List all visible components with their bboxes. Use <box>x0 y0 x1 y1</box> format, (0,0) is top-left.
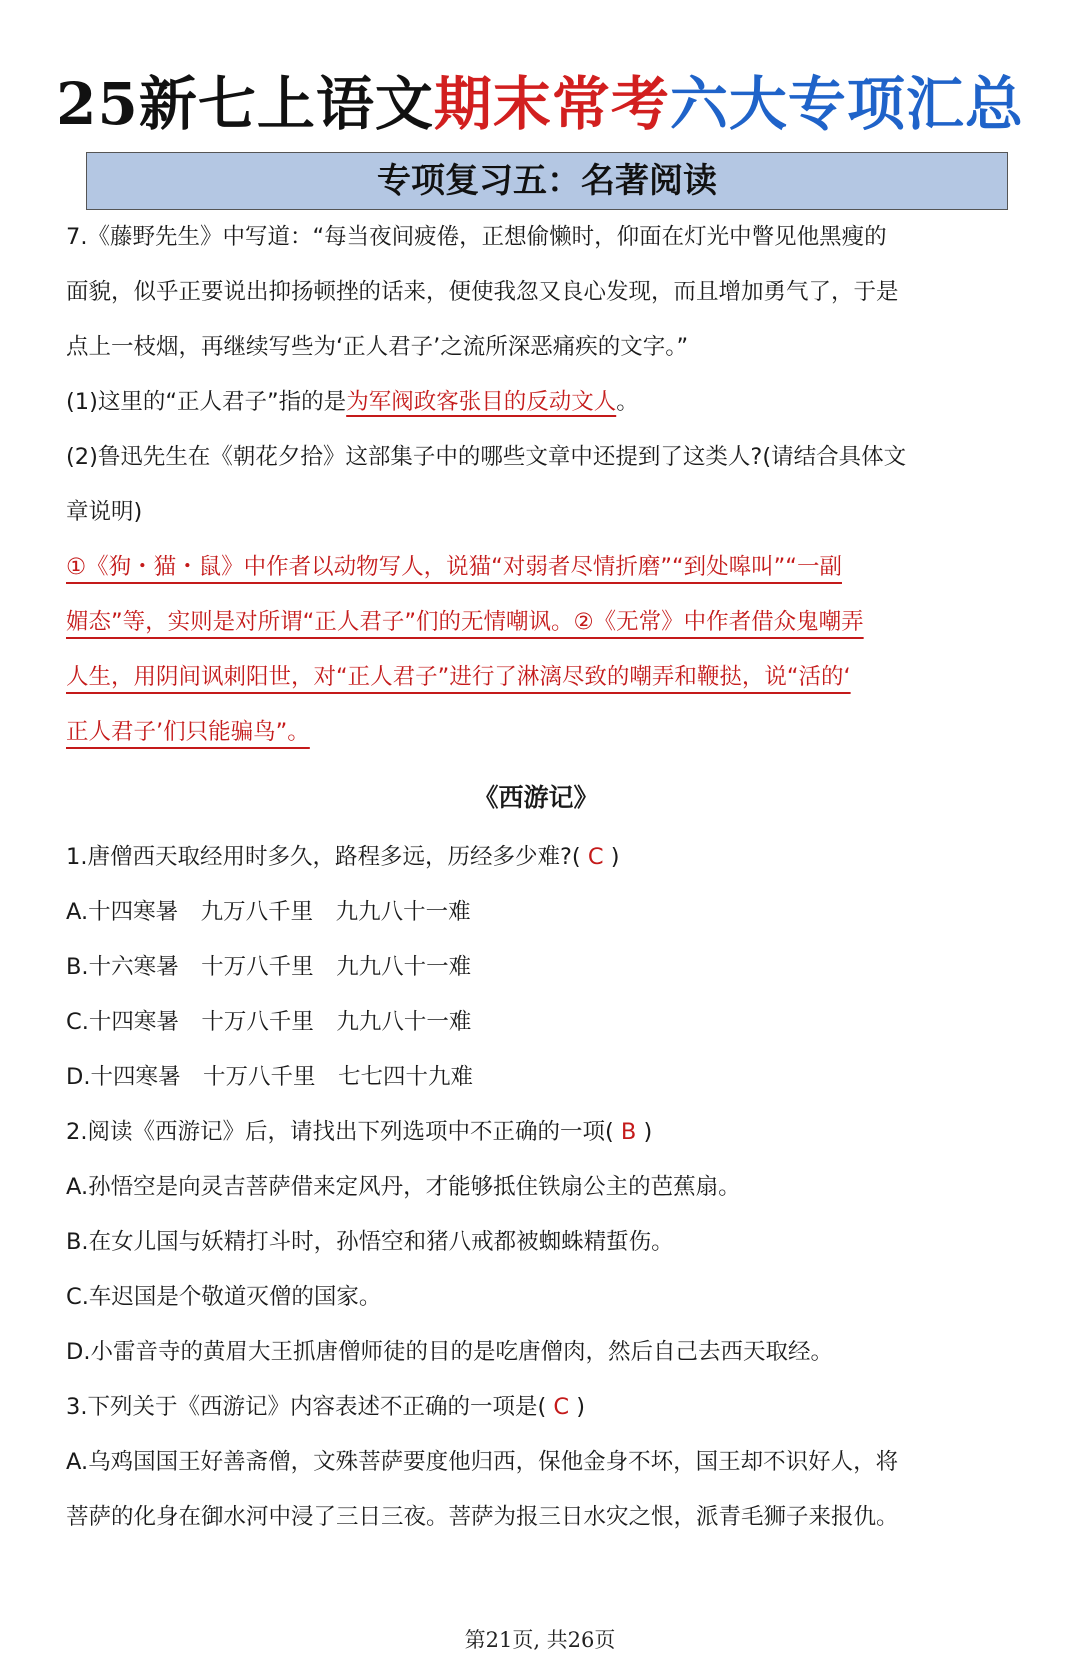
question-answer: B <box>613 1119 644 1145</box>
option-a-line-1: A.乌鸡国国王好善斋僧，文殊菩萨要度他归西，保他金身不坏，国王却不识好人，将 <box>66 1449 899 1475</box>
sub-1-suffix: 。 <box>616 389 639 415</box>
option-b: B.十六寒暑 十万八千里 九九八十一难 <box>66 954 472 980</box>
sub-1-prefix: (1)这里的“正人君子”指的是 <box>66 389 347 415</box>
question-answer: C <box>580 844 611 870</box>
question-answer: C <box>546 1394 577 1420</box>
section-banner: 专项复习五：名著阅读 <box>86 152 1008 210</box>
answer-line-3 <box>66 650 1006 705</box>
question-close: ) <box>610 844 620 870</box>
question-stem: 3.下列关于《西游记》内容表述不正确的一项是( <box>66 1394 547 1420</box>
xyj-question-2 <box>66 1105 1006 1160</box>
question-7-sub-2-line-2: 章说明) <box>66 499 143 525</box>
question-7-line-1: 7.《藤野先生》中写道：“每当夜间疲倦，正想偷懒时，仰面在灯光中瞥见他黑瘦的 <box>66 224 887 250</box>
xyj-question-1 <box>66 830 1006 885</box>
page-number: 第21页, 共26页 <box>464 1628 616 1652</box>
question-7-line-2: 面貌，似乎正要说出抑扬顿挫的话来，便使我忽又良心发现，而且增加勇气了，于是 <box>66 279 899 305</box>
answer-text: 人生，用阴间讽刺阳世，对“正人君子”进行了淋漓尽致的嘲弄和鞭挞，说“活的‘ <box>66 664 851 690</box>
sub-1-answer: 为军阀政客张目的反动文人 <box>346 389 617 415</box>
answer-line-4 <box>66 705 1006 760</box>
question-7-line-3: 点上一枝烟，再继续写些为‘正人君子’之流所深恶痛疾的文字。” <box>66 334 689 360</box>
answer-text: ①《狗・猫・鼠》中作者以动物写人，说猫“对弱者尽情折磨”“到处嗥叫”“一副 <box>66 554 842 580</box>
answer-text: 正人君子’们只能骗鸟”。 <box>66 719 310 745</box>
option-b: B.在女儿国与妖精打斗时，孙悟空和猪八戒都被蜘蛛精蜇伤。 <box>66 1229 674 1255</box>
option-c: C.十四寒暑 十万八千里 九九八十一难 <box>66 1009 472 1035</box>
title-part-blue: 六大专项汇总 <box>669 70 1024 138</box>
question-close: ) <box>576 1394 586 1420</box>
answer-line-2 <box>66 595 1006 650</box>
xiyouji-heading: 《西游记》 <box>473 783 599 812</box>
answer-line-1 <box>66 540 1006 595</box>
option-d: D.小雷音寺的黄眉大王抓唐僧师徒的目的是吃唐僧肉，然后自己去西天取经。 <box>66 1339 833 1365</box>
xyj-question-3 <box>66 1380 1006 1435</box>
question-7-sub-2-line-1: (2)鲁迅先生在《朝花夕拾》这部集子中的哪些文章中还提到了这类人?(请结合具体文 <box>66 444 907 470</box>
question-close: ) <box>643 1119 653 1145</box>
option-a: A.十四寒暑 九万八千里 九九八十一难 <box>66 899 471 925</box>
question-7-sub-1 <box>66 375 1006 430</box>
title-part-black: 25新七上语文 <box>56 70 434 138</box>
option-a: A.孙悟空是向灵吉菩萨借来定风丹，才能够抵住铁扇公主的芭蕉扇。 <box>66 1174 741 1200</box>
answer-text: 媚态”等，实则是对所谓“正人君子”们的无情嘲讽。②《无常》中作者借众鬼嘲弄 <box>66 609 864 635</box>
document-body <box>66 210 1006 1545</box>
option-d: D.十四寒暑 十万八千里 七七四十九难 <box>66 1064 473 1090</box>
option-a-line-2: 菩萨的化身在御水河中浸了三日三夜。菩萨为报三日水灾之恨，派青毛狮子来报仇。 <box>66 1504 899 1530</box>
title-part-red: 期末常考 <box>433 70 670 138</box>
question-stem: 2.阅读《西游记》后，请找出下列选项中不正确的一项( <box>66 1119 614 1145</box>
option-c: C.车迟国是个敬道灭僧的国家。 <box>66 1284 382 1310</box>
question-stem: 1.唐僧西天取经用时多久，路程多远，历经多少难?( <box>66 844 581 870</box>
document-title <box>0 62 1080 146</box>
